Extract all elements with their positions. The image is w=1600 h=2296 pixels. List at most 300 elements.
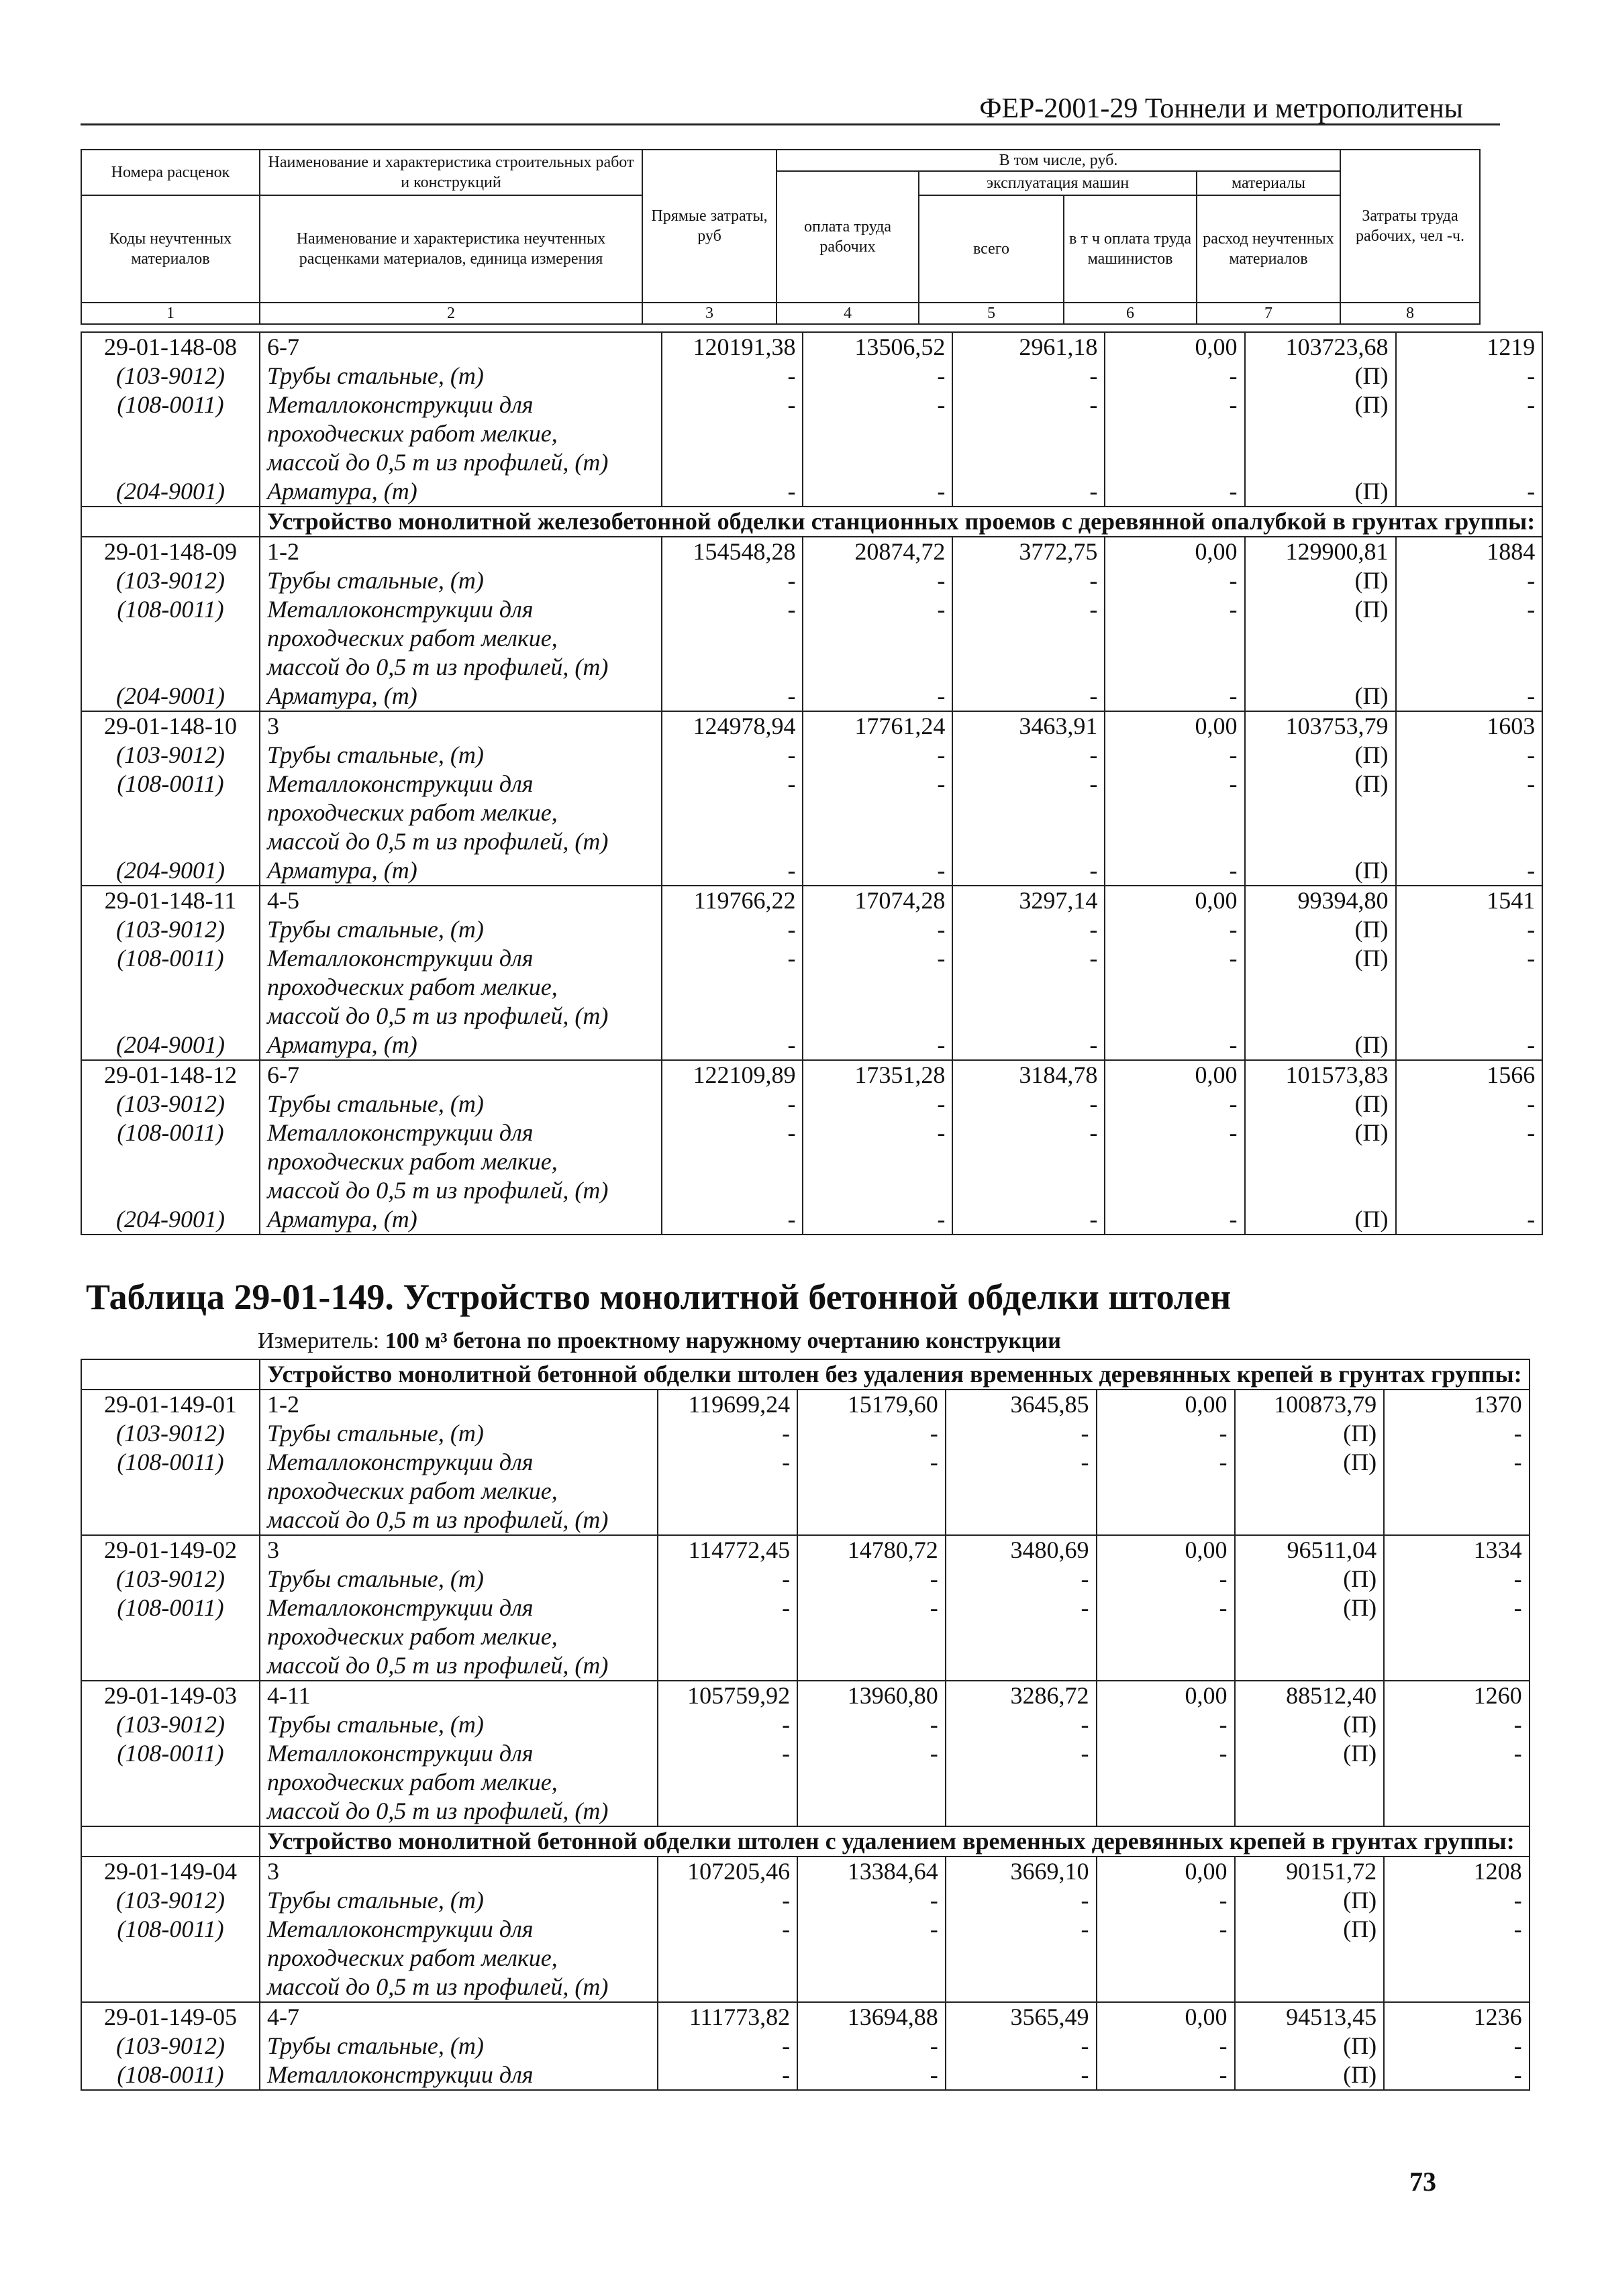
rate-v4: 20874,72 xyxy=(803,537,952,566)
material-v7: (П) xyxy=(1245,682,1396,711)
material-code: (103-9012) xyxy=(81,2032,260,2060)
material-v5: - xyxy=(946,1565,1097,1594)
material-v8: - xyxy=(1396,566,1543,595)
material-v8: - xyxy=(1384,1915,1529,1944)
material-v7 xyxy=(1245,827,1396,856)
material-v7: (П) xyxy=(1235,2032,1385,2060)
material-v4: - xyxy=(797,1915,946,1944)
material-v4: - xyxy=(803,1205,952,1235)
material-v7: (П) xyxy=(1235,1419,1385,1448)
material-v3 xyxy=(662,1002,803,1031)
rate-v6: 0,00 xyxy=(1105,1060,1244,1090)
material-row xyxy=(81,1768,1530,1797)
rate-v8: 1541 xyxy=(1396,886,1543,915)
material-v5 xyxy=(946,1477,1097,1506)
material-v3: - xyxy=(662,1090,803,1118)
material-v8: - xyxy=(1396,1205,1543,1235)
material-v7 xyxy=(1245,973,1396,1002)
material-code xyxy=(81,827,260,856)
rate-v7: 96511,04 xyxy=(1235,1535,1385,1565)
rate-code: 29-01-149-05 xyxy=(81,2002,260,2032)
material-v3: - xyxy=(658,2032,797,2060)
material-v3 xyxy=(662,798,803,827)
material-code: (108-0011) xyxy=(81,944,260,973)
material-v4 xyxy=(803,798,952,827)
material-v5 xyxy=(946,1768,1097,1797)
material-name: Трубы стальные, (т) xyxy=(260,566,662,595)
material-name: проходческих работ мелкие, xyxy=(260,1768,658,1797)
material-row xyxy=(81,1944,1530,1973)
material-v5 xyxy=(946,1944,1097,1973)
material-row xyxy=(81,2032,1530,2060)
material-v4: - xyxy=(803,595,952,624)
rate-v4: 15179,60 xyxy=(797,1390,946,1419)
rate-v7: 103753,79 xyxy=(1245,711,1396,741)
material-v5: - xyxy=(952,477,1105,507)
material-v7: (П) xyxy=(1245,915,1396,944)
material-v6: - xyxy=(1105,566,1244,595)
material-v7 xyxy=(1235,1797,1385,1826)
measure-line xyxy=(258,1328,1061,1354)
material-v8 xyxy=(1396,653,1543,682)
material-v6: - xyxy=(1105,770,1244,798)
material-v8: - xyxy=(1384,1710,1529,1739)
material-name: проходческих работ мелкие, xyxy=(260,624,662,653)
material-code xyxy=(81,1622,260,1651)
material-v4 xyxy=(797,1973,946,2002)
header-col6: в т ч оплата труда машинистов xyxy=(1064,195,1197,303)
rate-v7: 101573,83 xyxy=(1245,1060,1396,1090)
material-name: Металлоконструкции для xyxy=(260,1739,658,1768)
rate-v5: 3772,75 xyxy=(952,537,1105,566)
rate-v6: 0,00 xyxy=(1097,2002,1235,2032)
material-v7: (П) xyxy=(1245,1031,1396,1060)
header-col4: оплата труда рабочих xyxy=(777,171,919,303)
rate-v5: 3480,69 xyxy=(946,1535,1097,1565)
material-v7 xyxy=(1235,1651,1385,1681)
rate-v7: 129900,81 xyxy=(1245,537,1396,566)
rate-v7: 94513,45 xyxy=(1235,2002,1385,2032)
rate-name: 6-7 xyxy=(260,332,662,362)
material-code: (108-0011) xyxy=(81,390,260,419)
material-v5: - xyxy=(952,682,1105,711)
rate-name: 1-2 xyxy=(260,1390,658,1419)
material-v8: - xyxy=(1396,1031,1543,1060)
rate-v4: 13960,80 xyxy=(797,1681,946,1710)
material-v5: - xyxy=(946,1448,1097,1477)
material-v6 xyxy=(1105,419,1244,448)
material-name: Арматура, (т) xyxy=(260,477,662,507)
material-v4: - xyxy=(803,1090,952,1118)
material-v3: - xyxy=(658,2060,797,2090)
material-v4: - xyxy=(803,477,952,507)
rate-v4: 13384,64 xyxy=(797,1857,946,1886)
material-v4: - xyxy=(797,1886,946,1915)
material-v4: - xyxy=(803,944,952,973)
material-v6 xyxy=(1097,1973,1235,2002)
rate-v4: 13506,52 xyxy=(803,332,952,362)
material-v8 xyxy=(1396,1147,1543,1176)
rate-v6: 0,00 xyxy=(1097,1857,1235,1886)
material-code xyxy=(81,1768,260,1797)
material-v3 xyxy=(658,1506,797,1535)
material-v6: - xyxy=(1105,1205,1244,1235)
header-col2-top: Наименование и характеристика строительных работ и конструкций xyxy=(260,150,642,195)
header-num-8: 8 xyxy=(1340,303,1480,324)
material-v8 xyxy=(1396,1002,1543,1031)
material-row xyxy=(81,448,1542,477)
material-v8: - xyxy=(1396,770,1543,798)
material-v5: - xyxy=(952,1205,1105,1235)
material-v6 xyxy=(1097,1768,1235,1797)
material-name: Металлоконструкции для xyxy=(260,2060,658,2090)
material-v5 xyxy=(952,1176,1105,1205)
material-code: (103-9012) xyxy=(81,915,260,944)
material-name: массой до 0,5 т из профилей, (т) xyxy=(260,653,662,682)
material-row xyxy=(81,419,1542,448)
material-row xyxy=(81,1002,1542,1031)
material-row xyxy=(81,1477,1530,1506)
material-v7 xyxy=(1245,624,1396,653)
rate-v6: 0,00 xyxy=(1097,1681,1235,1710)
rate-code: 29-01-148-08 xyxy=(81,332,260,362)
material-code: (108-0011) xyxy=(81,1448,260,1477)
material-v7 xyxy=(1235,1477,1385,1506)
material-v4 xyxy=(797,1797,946,1826)
material-v3: - xyxy=(662,944,803,973)
material-v8: - xyxy=(1396,1090,1543,1118)
measure-value: 100 м³ бетона по проектному наружному очертанию конструкции xyxy=(385,1328,1061,1353)
material-v7: (П) xyxy=(1235,2060,1385,2090)
material-v7: (П) xyxy=(1245,1205,1396,1235)
rate-row xyxy=(81,332,1542,362)
material-v7: (П) xyxy=(1245,856,1396,886)
material-code: (108-0011) xyxy=(81,1915,260,1944)
material-v7: (П) xyxy=(1235,1710,1385,1739)
material-v4 xyxy=(797,1622,946,1651)
header-machines: эксплуатация машин xyxy=(919,171,1197,195)
material-row xyxy=(81,798,1542,827)
material-v8: - xyxy=(1396,944,1543,973)
material-v8 xyxy=(1384,1797,1529,1826)
rate-v8: 1884 xyxy=(1396,537,1543,566)
material-v6 xyxy=(1097,1944,1235,1973)
material-row xyxy=(81,362,1542,390)
material-v8: - xyxy=(1384,2032,1529,2060)
material-v7: (П) xyxy=(1235,1886,1385,1915)
material-v3: - xyxy=(662,595,803,624)
material-name: массой до 0,5 т из профилей, (т) xyxy=(260,1797,658,1826)
rate-name: 3 xyxy=(260,1857,658,1886)
header-num-4: 4 xyxy=(777,303,919,324)
material-v3 xyxy=(658,1973,797,2002)
material-v3: - xyxy=(658,1886,797,1915)
material-v4: - xyxy=(803,915,952,944)
material-v6: - xyxy=(1105,915,1244,944)
group-blank xyxy=(81,1826,260,1857)
material-v6: - xyxy=(1105,1090,1244,1118)
material-name: Металлоконструкции для xyxy=(260,1594,658,1622)
material-row xyxy=(81,1651,1530,1681)
material-v8: - xyxy=(1384,1886,1529,1915)
material-name: Металлоконструкции для xyxy=(260,770,662,798)
material-v6: - xyxy=(1097,1739,1235,1768)
material-v3: - xyxy=(658,1419,797,1448)
material-v8 xyxy=(1396,827,1543,856)
material-v4: - xyxy=(803,390,952,419)
material-v5 xyxy=(946,1651,1097,1681)
material-code: (108-0011) xyxy=(81,770,260,798)
material-v8 xyxy=(1396,1176,1543,1205)
material-v3: - xyxy=(662,682,803,711)
material-row xyxy=(81,682,1542,711)
header-num-2: 2 xyxy=(260,303,642,324)
material-code xyxy=(81,1477,260,1506)
rate-v4: 13694,88 xyxy=(797,2002,946,2032)
material-v4: - xyxy=(797,1594,946,1622)
material-v7 xyxy=(1235,1973,1385,2002)
material-v6 xyxy=(1105,1147,1244,1176)
material-row xyxy=(81,770,1542,798)
rate-v5: 3565,49 xyxy=(946,2002,1097,2032)
header-col5: всего xyxy=(919,195,1064,303)
material-v8: - xyxy=(1396,856,1543,886)
material-code: (103-9012) xyxy=(81,741,260,770)
material-v6: - xyxy=(1105,944,1244,973)
material-v3: - xyxy=(662,915,803,944)
rate-code: 29-01-148-10 xyxy=(81,711,260,741)
material-v6 xyxy=(1105,827,1244,856)
rates-table-148 xyxy=(81,331,1543,1235)
material-code: (108-0011) xyxy=(81,1594,260,1622)
rate-v3: 124978,94 xyxy=(662,711,803,741)
material-row xyxy=(81,1176,1542,1205)
material-v4 xyxy=(803,1147,952,1176)
material-row xyxy=(81,1118,1542,1147)
material-row xyxy=(81,1205,1542,1235)
material-v4: - xyxy=(803,362,952,390)
material-v4 xyxy=(803,1002,952,1031)
material-v6 xyxy=(1105,1002,1244,1031)
material-v3: - xyxy=(658,1448,797,1477)
measure-label: Измеритель: xyxy=(258,1328,380,1353)
material-v7: (П) xyxy=(1235,1915,1385,1944)
rates-table-149 xyxy=(81,1359,1530,2091)
material-row xyxy=(81,856,1542,886)
material-code: (103-9012) xyxy=(81,362,260,390)
material-v8: - xyxy=(1396,390,1543,419)
material-code xyxy=(81,1651,260,1681)
material-v6: - xyxy=(1097,1915,1235,1944)
material-v5 xyxy=(946,1506,1097,1535)
material-code: (103-9012) xyxy=(81,1090,260,1118)
material-v7 xyxy=(1245,419,1396,448)
material-v7: (П) xyxy=(1245,595,1396,624)
material-row xyxy=(81,1739,1530,1768)
material-v5 xyxy=(952,827,1105,856)
column-header-grid xyxy=(81,149,1481,325)
rate-v4: 17351,28 xyxy=(803,1060,952,1090)
material-code xyxy=(81,1176,260,1205)
material-v5 xyxy=(952,448,1105,477)
header-num-6: 6 xyxy=(1064,303,1197,324)
material-v8 xyxy=(1396,798,1543,827)
material-v3 xyxy=(662,419,803,448)
material-v6: - xyxy=(1097,1594,1235,1622)
rate-code: 29-01-148-12 xyxy=(81,1060,260,1090)
material-v5: - xyxy=(952,1090,1105,1118)
material-v8 xyxy=(1384,1506,1529,1535)
material-code: (103-9012) xyxy=(81,1419,260,1448)
material-v7 xyxy=(1245,1147,1396,1176)
rate-v6: 0,00 xyxy=(1097,1390,1235,1419)
material-name: Трубы стальные, (т) xyxy=(260,1886,658,1915)
material-code: (204-9001) xyxy=(81,856,260,886)
material-v6: - xyxy=(1105,1031,1244,1060)
material-v7: (П) xyxy=(1245,362,1396,390)
material-code: (103-9012) xyxy=(81,1886,260,1915)
material-v5: - xyxy=(946,1739,1097,1768)
material-v3 xyxy=(662,1176,803,1205)
material-v3: - xyxy=(662,741,803,770)
material-row xyxy=(81,1622,1530,1651)
rate-name: 6-7 xyxy=(260,1060,662,1090)
material-v3: - xyxy=(658,1565,797,1594)
rate-code: 29-01-149-02 xyxy=(81,1535,260,1565)
material-name: Трубы стальные, (т) xyxy=(260,1710,658,1739)
material-v5 xyxy=(946,1797,1097,1826)
group-heading-row xyxy=(81,1359,1530,1390)
rate-v3: 114772,45 xyxy=(658,1535,797,1565)
material-v6 xyxy=(1105,448,1244,477)
rate-v8: 1370 xyxy=(1384,1390,1529,1419)
material-v6 xyxy=(1105,973,1244,1002)
material-v4 xyxy=(803,973,952,1002)
material-row xyxy=(81,973,1542,1002)
material-v7 xyxy=(1245,653,1396,682)
material-v6 xyxy=(1105,624,1244,653)
rate-v8: 1260 xyxy=(1384,1681,1529,1710)
rate-v3: 111773,82 xyxy=(658,2002,797,2032)
material-name: Арматура, (т) xyxy=(260,1031,662,1060)
material-v7: (П) xyxy=(1245,741,1396,770)
material-v8: - xyxy=(1384,1739,1529,1768)
material-name: Металлоконструкции для xyxy=(260,595,662,624)
material-v7 xyxy=(1235,1622,1385,1651)
material-name: Металлоконструкции для xyxy=(260,1448,658,1477)
rate-name: 4-5 xyxy=(260,886,662,915)
rate-row xyxy=(81,1857,1530,1886)
material-v8 xyxy=(1384,1944,1529,1973)
material-v3 xyxy=(662,1147,803,1176)
material-v4: - xyxy=(803,566,952,595)
material-v4 xyxy=(803,1176,952,1205)
material-v7: (П) xyxy=(1245,477,1396,507)
header-materials: материалы xyxy=(1197,171,1340,195)
material-code: (108-0011) xyxy=(81,2060,260,2090)
material-v5: - xyxy=(946,1594,1097,1622)
material-code: (204-9001) xyxy=(81,1031,260,1060)
material-v3: - xyxy=(658,1710,797,1739)
material-code: (108-0011) xyxy=(81,595,260,624)
material-name: массой до 0,5 т из профилей, (т) xyxy=(260,448,662,477)
material-v4 xyxy=(797,1651,946,1681)
material-name: массой до 0,5 т из профилей, (т) xyxy=(260,1651,658,1681)
material-v8 xyxy=(1384,1477,1529,1506)
material-v3 xyxy=(662,827,803,856)
material-v4 xyxy=(797,1506,946,1535)
rate-code: 29-01-149-01 xyxy=(81,1390,260,1419)
rate-v7: 100873,79 xyxy=(1235,1390,1385,1419)
rate-v5: 3286,72 xyxy=(946,1681,1097,1710)
material-v8: - xyxy=(1396,682,1543,711)
material-name: Металлоконструкции для xyxy=(260,944,662,973)
rate-v3: 119766,22 xyxy=(662,886,803,915)
material-v6: - xyxy=(1105,595,1244,624)
rate-v6: 0,00 xyxy=(1105,537,1244,566)
material-v8 xyxy=(1396,448,1543,477)
material-v6: - xyxy=(1097,1448,1235,1477)
material-v3 xyxy=(662,973,803,1002)
material-v3: - xyxy=(662,1205,803,1235)
material-v7: (П) xyxy=(1245,1118,1396,1147)
material-name: массой до 0,5 т из профилей, (т) xyxy=(260,1002,662,1031)
material-code: (108-0011) xyxy=(81,1739,260,1768)
material-v4: - xyxy=(803,741,952,770)
material-v7 xyxy=(1245,448,1396,477)
material-v4: - xyxy=(797,2060,946,2090)
material-code xyxy=(81,1002,260,1031)
material-v8: - xyxy=(1396,362,1543,390)
rate-v8: 1219 xyxy=(1396,332,1543,362)
material-name: массой до 0,5 т из профилей, (т) xyxy=(260,1506,658,1535)
page-number: 73 xyxy=(1409,2167,1436,2197)
material-v3 xyxy=(658,1797,797,1826)
material-name: проходческих работ мелкие, xyxy=(260,419,662,448)
rate-row xyxy=(81,886,1542,915)
material-v3 xyxy=(658,1651,797,1681)
header-col7: расход неучтенных материалов xyxy=(1197,195,1340,303)
material-code: (103-9012) xyxy=(81,1565,260,1594)
material-v5: - xyxy=(946,1915,1097,1944)
rate-v5: 3463,91 xyxy=(952,711,1105,741)
material-v7: (П) xyxy=(1235,1565,1385,1594)
material-v3 xyxy=(662,448,803,477)
rate-code: 29-01-148-09 xyxy=(81,537,260,566)
rate-name: 1-2 xyxy=(260,537,662,566)
page-header: ФЕР-2001-29 Тоннели и метрополитены xyxy=(979,93,1463,124)
material-v3: - xyxy=(662,362,803,390)
rate-row xyxy=(81,1681,1530,1710)
material-v7 xyxy=(1245,798,1396,827)
material-row xyxy=(81,653,1542,682)
material-v8: - xyxy=(1384,1448,1529,1477)
material-name: проходческих работ мелкие, xyxy=(260,798,662,827)
material-name: Трубы стальные, (т) xyxy=(260,362,662,390)
rate-v3: 120191,38 xyxy=(662,332,803,362)
rate-v7: 99394,80 xyxy=(1245,886,1396,915)
material-v3: - xyxy=(662,856,803,886)
material-v6 xyxy=(1097,1797,1235,1826)
material-v8 xyxy=(1384,1622,1529,1651)
material-name: Трубы стальные, (т) xyxy=(260,915,662,944)
rate-v8: 1603 xyxy=(1396,711,1543,741)
material-name: Арматура, (т) xyxy=(260,1205,662,1235)
material-v3: - xyxy=(662,477,803,507)
material-row xyxy=(81,1915,1530,1944)
material-v4: - xyxy=(797,1739,946,1768)
material-v5 xyxy=(952,1147,1105,1176)
